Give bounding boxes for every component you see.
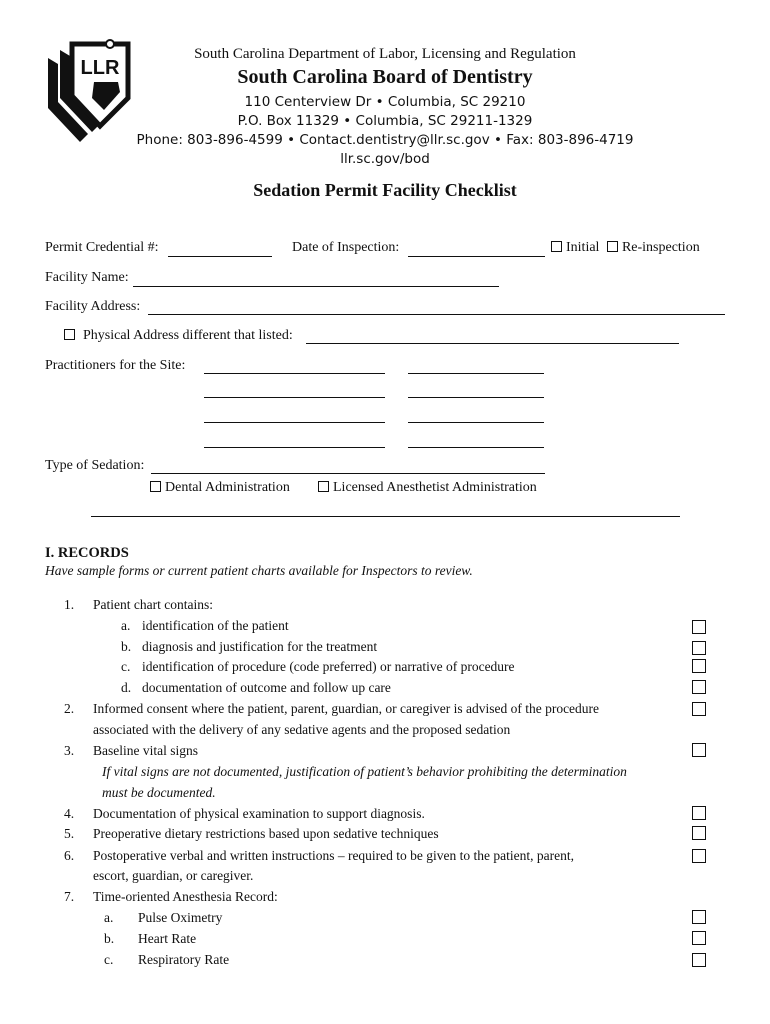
physical-address-field[interactable] xyxy=(306,343,679,344)
item-text: Time-oriented Anesthesia Record: xyxy=(93,889,278,904)
permit-credential-label: Permit Credential #: xyxy=(45,240,159,255)
checklist-checkbox[interactable] xyxy=(692,931,706,945)
item-number: 7. xyxy=(64,889,75,904)
checklist-checkbox[interactable] xyxy=(692,620,706,634)
item-text: Documentation of physical examination to support diagnosis. xyxy=(93,806,425,821)
item-number: 6. xyxy=(64,848,75,863)
item-number: 2. xyxy=(64,701,75,716)
practitioner-field[interactable] xyxy=(204,397,385,398)
sub-item-text: Heart Rate xyxy=(138,931,197,946)
initial-checkbox[interactable] xyxy=(551,241,562,252)
sub-letter: c. xyxy=(104,952,114,967)
checklist-checkbox[interactable] xyxy=(692,680,706,694)
practitioner-field[interactable] xyxy=(408,373,544,374)
sub-item-text: identification of the patient xyxy=(142,618,289,633)
practitioner-field[interactable] xyxy=(204,422,385,423)
facility-address-label: Facility Address: xyxy=(45,299,141,314)
sub-letter: b. xyxy=(104,931,115,946)
logo-text: LLR xyxy=(80,57,120,79)
item-text: Informed consent where the patient, parent, guardian, or caregiver is advised of the procedure xyxy=(93,701,600,716)
checklist-checkbox[interactable] xyxy=(692,641,706,655)
facility-name-field[interactable] xyxy=(133,286,499,287)
page-title: Sedation Permit Facility Checklist xyxy=(253,180,517,200)
sub-letter: d. xyxy=(121,680,132,695)
contact-line: Phone: 803-896-4599 • Contact.dentistry@llr.sc.gov • Fax: 803-896-4719 xyxy=(136,132,634,148)
inspection-type-group xyxy=(551,240,700,256)
practitioner-field[interactable] xyxy=(408,397,544,398)
section-heading: I. RECORDS xyxy=(45,545,129,561)
item-note: If vital signs are not documented, justification of patient’s behavior prohibiting the determination xyxy=(102,764,627,779)
reinspection-checkbox[interactable] xyxy=(607,241,618,252)
checklist-checkbox[interactable] xyxy=(692,910,706,924)
checklist-checkbox[interactable] xyxy=(692,743,706,757)
facility-address-field[interactable] xyxy=(148,314,725,315)
initial-label: Initial xyxy=(566,240,600,255)
practitioners-label: Practitioners for the Site: xyxy=(45,358,186,373)
sub-item-text: identification of procedure (code preferred) or narrative of procedure xyxy=(142,659,515,674)
sub-letter: c. xyxy=(121,659,131,674)
dental-admin-option xyxy=(150,480,290,496)
item-number: 4. xyxy=(64,806,75,821)
physical-address-checkbox[interactable] xyxy=(64,329,75,340)
sub-letter: a. xyxy=(104,910,114,925)
item-text: Baseline vital signs xyxy=(93,743,198,758)
sedation-type-label: Type of Sedation: xyxy=(45,458,145,473)
item-text: Patient chart contains: xyxy=(93,597,213,612)
item-number: 3. xyxy=(64,743,75,758)
checklist-checkbox[interactable] xyxy=(692,702,706,716)
sedation-type-field[interactable] xyxy=(151,473,545,474)
physical-address-label: Physical Address different that listed: xyxy=(83,328,293,343)
sub-item-text: Pulse Oximetry xyxy=(138,910,223,925)
divider xyxy=(91,516,680,517)
dental-admin-checkbox[interactable] xyxy=(150,481,161,492)
website-line: llr.sc.gov/bod xyxy=(340,151,430,167)
checklist-checkbox[interactable] xyxy=(692,953,706,967)
checklist-checkbox[interactable] xyxy=(692,806,706,820)
department-name: South Carolina Department of Labor, Licensing and Regulation xyxy=(194,46,576,62)
date-of-inspection-label: Date of Inspection: xyxy=(292,240,400,255)
item-text-continued: associated with the delivery of any sedative agents and the proposed sedation xyxy=(93,722,511,737)
checklist-checkbox[interactable] xyxy=(692,826,706,840)
sub-item-text: documentation of outcome and follow up care xyxy=(142,680,391,695)
checklist-checkbox[interactable] xyxy=(692,849,706,863)
practitioner-field[interactable] xyxy=(204,373,385,374)
section-subheading: Have sample forms or current patient charts available for Inspectors to review. xyxy=(45,563,473,578)
reinspection-label: Re-inspection xyxy=(621,240,700,255)
address-line-1: 110 Centerview Dr • Columbia, SC 29210 xyxy=(244,94,526,110)
sub-item-text: Respiratory Rate xyxy=(138,952,230,967)
practitioner-field[interactable] xyxy=(204,447,385,448)
practitioner-field[interactable] xyxy=(408,422,544,423)
physical-address-group xyxy=(64,328,293,344)
item-number: 1. xyxy=(64,597,75,612)
item-text: Postoperative verbal and written instructions – required to be given to the patient, parent, xyxy=(93,848,574,863)
practitioner-field[interactable] xyxy=(408,447,544,448)
item-note-continued: must be documented. xyxy=(102,785,216,800)
item-text-continued: escort, guardian, or caregiver. xyxy=(93,868,254,883)
sub-letter: a. xyxy=(121,618,131,633)
dental-admin-label: Dental Administration xyxy=(165,480,290,495)
sub-letter: b. xyxy=(121,639,132,654)
date-of-inspection-field[interactable] xyxy=(408,256,545,257)
board-name: South Carolina Board of Dentistry xyxy=(237,66,533,88)
address-line-2: P.O. Box 11329 • Columbia, SC 29211-1329 xyxy=(237,113,533,129)
facility-name-label: Facility Name: xyxy=(45,270,129,285)
item-text: Preoperative dietary restrictions based upon sedative techniques xyxy=(93,826,439,841)
permit-credential-field[interactable] xyxy=(168,256,272,257)
anesthetist-admin-option xyxy=(318,480,537,496)
sub-item-text: diagnosis and justification for the treatment xyxy=(142,639,378,654)
checklist-checkbox[interactable] xyxy=(692,659,706,673)
item-number: 5. xyxy=(64,826,75,841)
anesthetist-admin-label: Licensed Anesthetist Administration xyxy=(333,480,537,495)
anesthetist-admin-checkbox[interactable] xyxy=(318,481,329,492)
